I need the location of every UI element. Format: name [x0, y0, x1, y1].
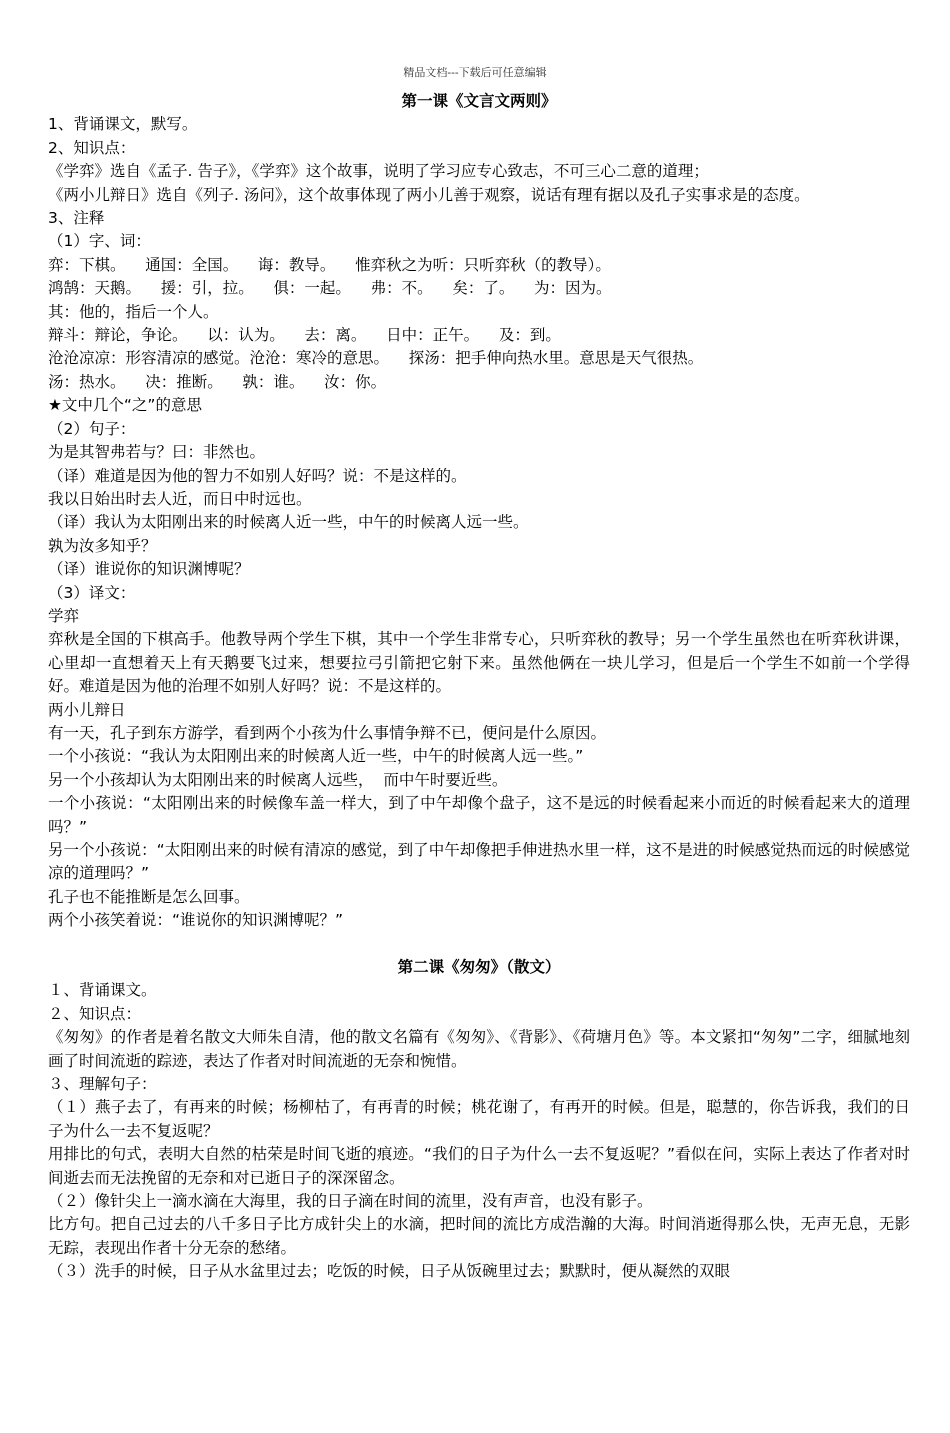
page-header: 精品文档---下载后可任意编辑 — [403, 66, 547, 79]
text-line: （1）字、词： — [48, 232, 151, 251]
text-line: 《匆匆》的作者是着名散文大师朱自清，他的散文名篇有《匆匆》、《背影》、《荷塘月色》等。本文紧扣“匆匆”二字，细腻地刻画了时间流逝的踪迹，表达了作者对时间流逝的无奈和惋惜。 — [48, 1028, 910, 1070]
text-line: ３、理解句子： — [48, 1075, 157, 1094]
text-line: 辩斗：辩论，争论。 以：认为。 去：离。 日中：正午。 及：到。 — [48, 326, 561, 345]
text-line: （2）句子： — [48, 419, 136, 438]
text-line: 1、背诵课文，默写。 — [48, 115, 198, 134]
text-line: （译）谁说你的知识渊博呢？ — [48, 560, 250, 579]
lesson2-title: 第二课《匆匆》（散文） — [397, 958, 561, 977]
text-line: 一个小孩说：“太阳刚出来的时候像车盖一样大，到了中午却像个盘子，这不是远的时候看起来小而近的时候看起来大的道理吗？” — [48, 794, 910, 836]
text-line: ★文中几个“之”的意思 — [48, 396, 202, 415]
text-line: 为是其智弗若与？曰：非然也。 — [48, 443, 266, 462]
text-line: 比方句。把自己过去的八千多日子比方成针尖上的水滴，把时间的流比方成浩瀚的大海。时间消逝得那么快，无声无息，无影无踪，表现出作者十分无奈的愁绪。 — [48, 1215, 910, 1257]
text-line: 3、注释 — [48, 209, 105, 228]
text-line: 另一个小孩说：“太阳刚出来的时候有清凉的感觉，到了中午却像把手伸进热水里一样，这不是进的时候感觉热而远的时候感觉凉的道理吗？” — [48, 841, 910, 883]
text-line: 鸿鹄：天鹅。 援：引，拉。 俱：一起。 弗：不。 矣：了。 为：因为。 — [48, 279, 612, 298]
text-line: 沧沧凉凉：形容清凉的感觉。沧沧：寒冷的意思。 探汤：把手伸向热水里。意思是天气很热。 — [48, 349, 704, 368]
text-line: （２）像针尖上一滴水滴在大海里，我的日子滴在时间的流里，没有声音，也没有影子。 — [48, 1192, 653, 1211]
text-line: 两个小孩笑着说：“谁说你的知识渊博呢？” — [48, 911, 344, 930]
text-line: 弈秋是全国的下棋高手。他教导两个学生下棋，其中一个学生非常专心，只听弈秋的教导；另一个学生虽然也在听弈秋讲课，心里却一直想着天上有天鹅要飞过来，想要拉弓引箭把它射下来。虽然他俩在一块儿学习，但是后一个学生不如前一个学得好。难道是因为他的治理不如别人好吗？说：不是这样的。 — [48, 630, 910, 696]
text-line: 有一天，孔子到东方游学，看到两个小孩为什么事情争辩不已，便问是什么原因。 — [48, 723, 607, 742]
text-line: 孰为汝多知乎？ — [48, 536, 157, 555]
text-line: （１）燕子去了，有再来的时候；杨柳枯了，有再青的时候；桃花谢了，有再开的时候。但是，聪慧的，你告诉我，我们的日子为什么一去不复返呢？ — [48, 1098, 910, 1140]
text-line: 另一个小孩却认为太阳刚出来的时候离人远些， 而中午时要近些。 — [48, 770, 508, 789]
text-line: 《两小儿辩日》选自《列子. 汤问》，这个故事体现了两小儿善于观察，说话有理有据以及孔子实事求是的态度。 — [48, 185, 810, 204]
text-line: 我以日始出时去人近，而日中时远也。 — [48, 489, 312, 508]
text-line: 其：他的，指后一个人。 — [48, 302, 219, 321]
text-line: 一个小孩说：“我认为太阳刚出来的时候离人近一些，中午的时候离人远一些。” — [48, 747, 584, 766]
text-line: 孔子也不能推断是怎么回事。 — [48, 887, 250, 906]
lesson1-title: 第一课《文言文两则》 — [401, 92, 557, 110]
text-line: 2、知识点： — [48, 138, 136, 157]
text-line: 用排比的句式，表明大自然的枯荣是时间飞逝的痕迹。“我们的日子为什么一去不复返呢？”看似在问，实际上表达了作者对时间逝去而无法挽留的无奈和对已逝日子的深深留念。 — [48, 1145, 910, 1187]
text-line: 学弈 — [48, 606, 80, 625]
document-body — [48, 90, 910, 1284]
text-line: ２、知识点： — [48, 1004, 142, 1023]
text-line: （译）难道是因为他的智力不如别人好吗？说：不是这样的。 — [48, 466, 467, 485]
text-line: 汤：热水。 决：推断。 孰：谁。 汝：你。 — [48, 372, 387, 391]
text-line: １、背诵课文。 — [48, 981, 157, 1000]
text-line: （３）洗手的时候，日子从水盆里过去；吃饭的时候，日子从饭碗里过去；默默时，便从凝然的双眼 — [48, 1262, 731, 1281]
text-line: 两小儿辩日 — [48, 700, 126, 719]
text-line: 《学弈》选自《孟子. 告子》，《学弈》这个故事，说明了学习应专心致志，不可三心二意的道理； — [48, 162, 709, 181]
text-line: （3）译文： — [48, 583, 136, 602]
text-line: 弈：下棋。 通国：全国。 诲：教导。 惟弈秋之为听：只听弈秋（的教导）。 — [48, 255, 611, 274]
text-line: （译）我认为太阳刚出来的时候离人近一些，中午的时候离人远一些。 — [48, 513, 529, 532]
